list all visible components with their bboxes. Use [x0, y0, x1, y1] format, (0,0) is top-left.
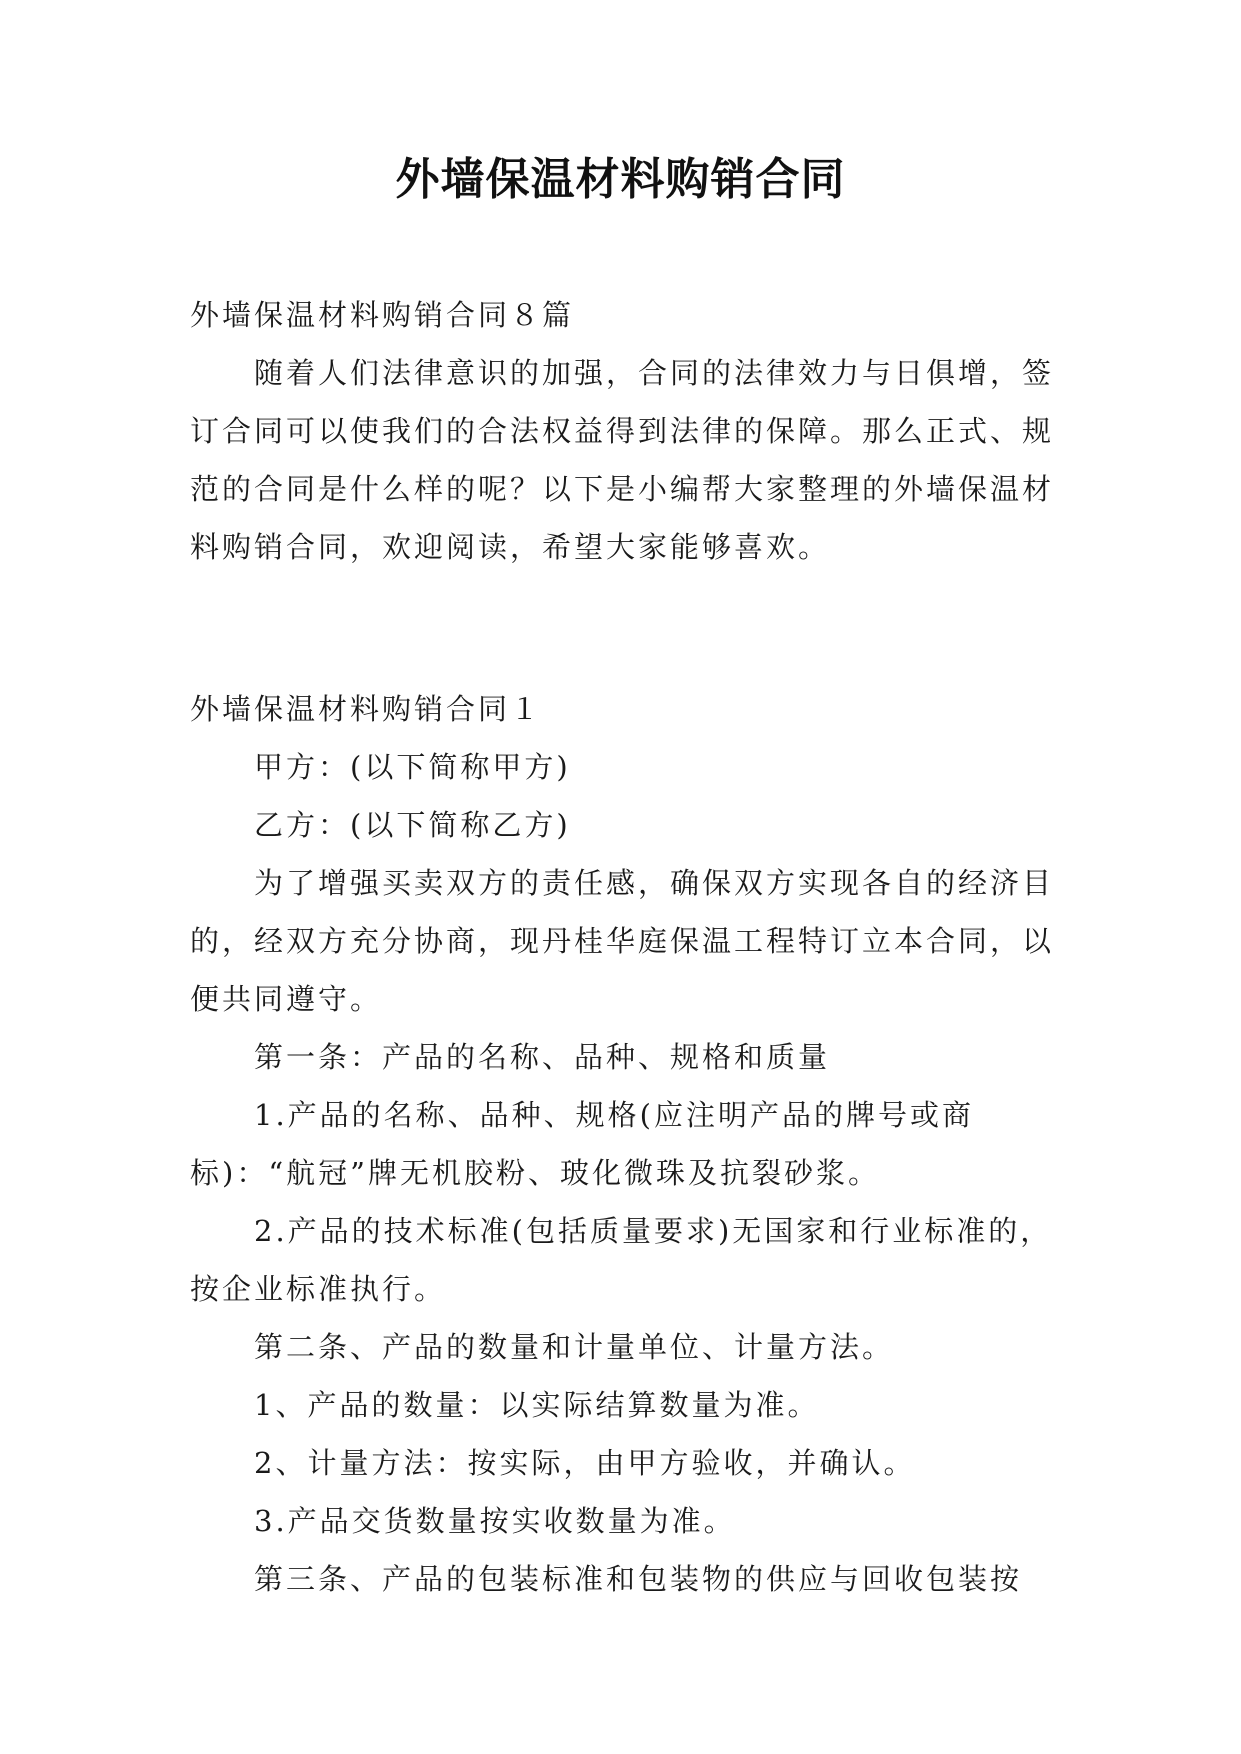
article-2-item-3: 3.产品交货数量按实收数量为准。: [254, 1504, 736, 1538]
article-1-item-2: 2.产品的技术标准(包括质量要求)无国家和行业标准的，按企业标准执行。: [190, 1214, 1053, 1306]
article-2-heading: 第二条、产品的数量和计量单位、计量方法。: [254, 1330, 895, 1364]
section-spacer: [190, 576, 1060, 680]
article-1-item-1: 1.产品的名称、品种、规格(应注明产品的牌号或商标)：“航冠”牌无机胶粉、玻化微珠及抗裂砂浆。: [190, 1098, 974, 1190]
document-subtitle: 外墙保温材料购销合同８篇: [190, 298, 575, 332]
party-b-line: 乙方：(以下简称乙方): [254, 808, 571, 842]
article-1-heading: 第一条：产品的名称、品种、规格和质量: [254, 1040, 831, 1074]
purpose-paragraph: 为了增强买卖双方的责任感，确保双方实现各自的经济目的，经双方充分协商，现丹桂华庭保温工程特订立本合同，以便共同遵守。: [190, 866, 1055, 1016]
document-title: 外墙保温材料购销合同: [395, 154, 846, 205]
section-heading: 外墙保温材料购销合同１: [190, 692, 543, 726]
party-a-line: 甲方：(以下简称甲方): [254, 750, 571, 784]
intro-paragraph: 随着人们法律意识的加强，合同的法律效力与日俱增，签订合同可以使我们的合法权益得到法律的保障。那么正式、规范的合同是什么样的呢？以下是小编帮大家整理的外墙保温材料购销合同，欢迎阅读，希望大家能够喜欢。: [190, 356, 1055, 564]
article-2-item-1: 1、产品的数量：以实际结算数量为准。: [254, 1388, 820, 1422]
document-body: [190, 286, 1060, 1608]
article-2-item-2: 2、计量方法：按实际，由甲方验收，并确认。: [254, 1446, 916, 1480]
article-3-heading: 第三条、产品的包装标准和包装物的供应与回收包装按: [254, 1562, 1023, 1596]
